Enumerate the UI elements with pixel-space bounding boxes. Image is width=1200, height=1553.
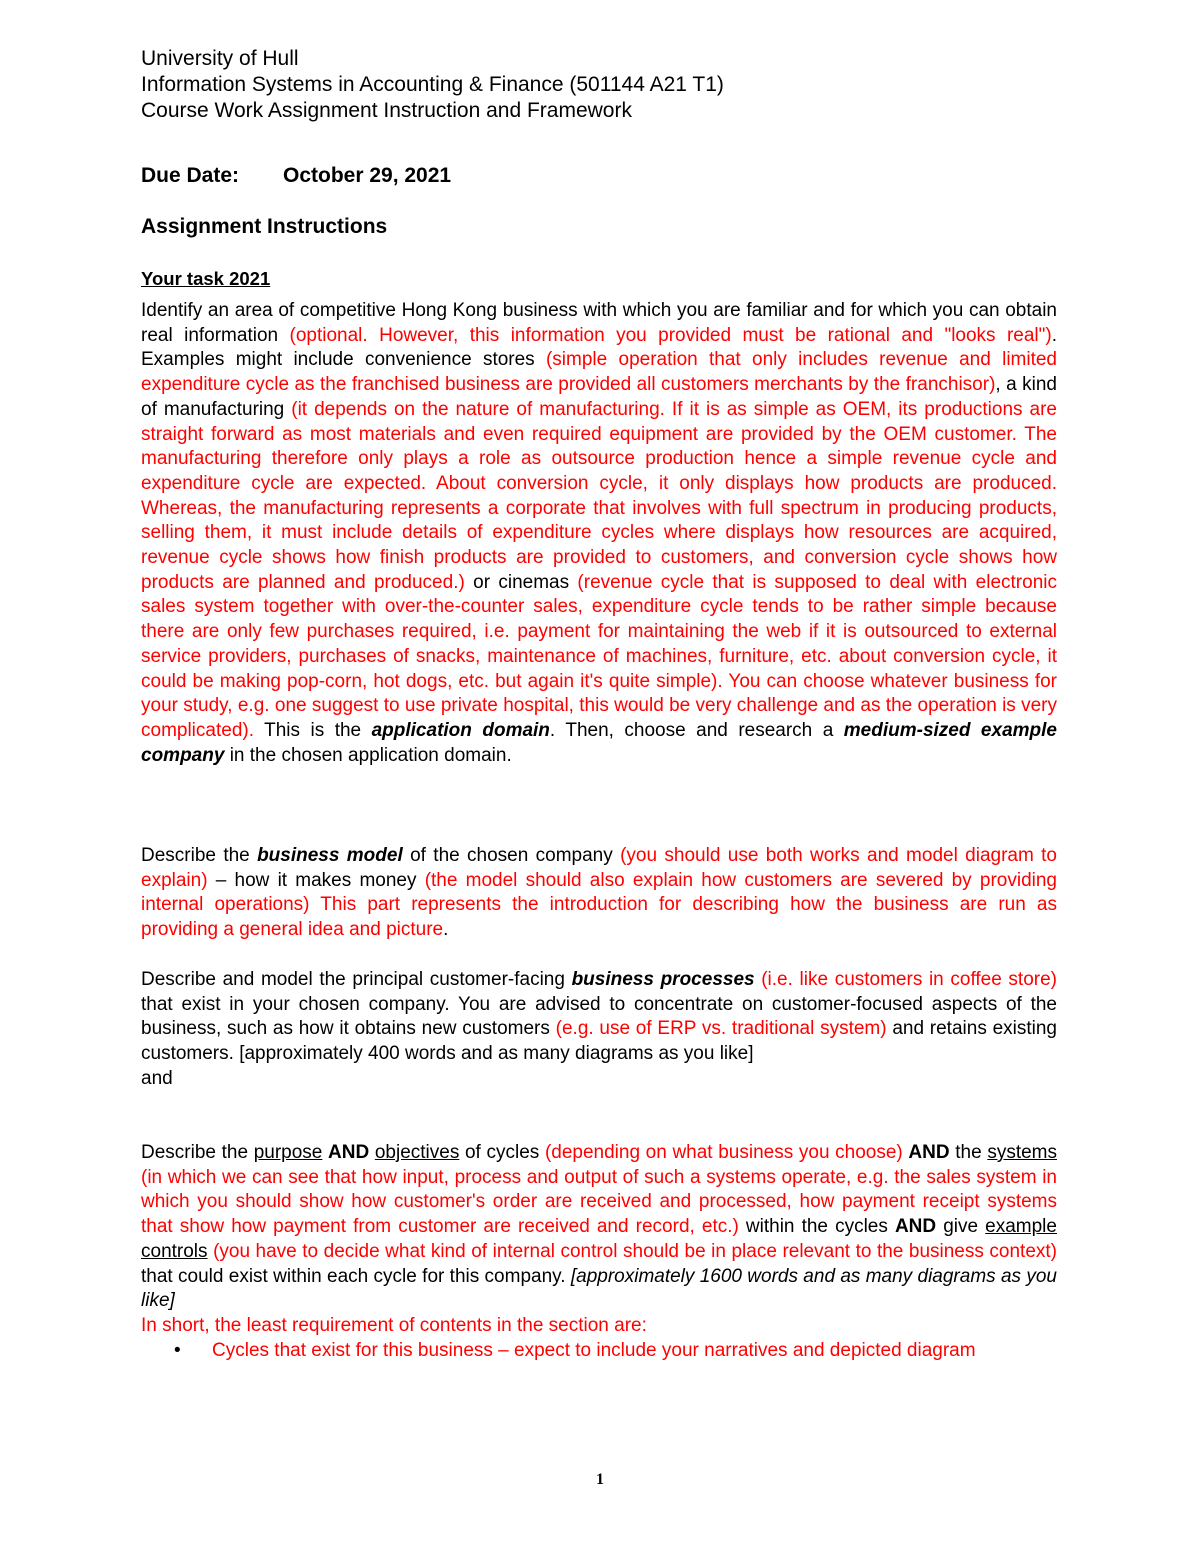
text-run: within the cycles [738, 1216, 895, 1238]
and-line: and [141, 1067, 173, 1089]
course-title: Information Systems in Accounting & Finance (501144 A21 T1) [141, 73, 724, 96]
bullet-text: Cycles that exist for this business – expect to include your narratives and depicted diagram [212, 1339, 976, 1361]
text-run: that exist in your chosen company. You are advised to concentrate on customer-focused aspects of the business, such as how it obtains new customers [141, 993, 1057, 1040]
task-paragraph [141, 299, 1057, 768]
text-run: Describe and model the principal customer-facing [141, 969, 572, 990]
text-run: Identify an area of competitive Hong Kong business with which you are familiar and for which you can obtain real information [141, 300, 1057, 346]
note-text: (in which we can see that how input, process and output of such a systems operate, e.g. the sales system in which you should show how customer's order are received and processed, how payment receipt systems that show how payment from customer are received and record, etc.) [141, 1166, 1057, 1238]
bullet-item [141, 1339, 1057, 1364]
university-name: University of Hull [141, 47, 299, 70]
underlined-text: purpose [253, 1142, 323, 1163]
text-run: This is the [254, 719, 372, 741]
business-processes-paragraph [141, 968, 1057, 1092]
due-date-label: Due Date: [141, 164, 240, 187]
text-run: . Examples might include convenience stores [141, 324, 1057, 371]
underlined-text: systems [987, 1142, 1057, 1163]
emphasis-text: business model [257, 845, 403, 866]
due-date-value: October 29, 2021 [283, 164, 452, 187]
note-text: (optional. However, this information you provided must be rational and "looks real") [289, 324, 1052, 346]
bold-text: AND [328, 1142, 370, 1163]
text-run: in the chosen application domain. [224, 744, 512, 766]
emphasis-text: medium-sized example company [141, 719, 1057, 766]
text-run: give [936, 1216, 986, 1238]
note-text: (you should use both works and model diagram to explain) [141, 845, 1057, 891]
underlined-text: objectives [374, 1142, 460, 1163]
text-run: . Then, choose and research a [549, 719, 844, 741]
note-text: (the model should also explain how customers are severed by providing internal operations) This part represents the introduction for describing how the business are run as providing a general idea and picture [141, 869, 1057, 941]
note-text: (you have to decide what kind of internal control should be in place relevant to the business context) [213, 1240, 1057, 1262]
note-text: (depending on what business you choose) [544, 1142, 903, 1163]
note-text: (it depends on the nature of manufacturing. If it is as simple as OEM, its productions are straight forward as most materials and even required equipment are provided by the OEM customer. The manufacturing therefore only plays a role as outsource production hence a simple revenue cycle and expenditure cycle are expected. About conversion cycle, it only displays how products are produced. Whereas, the manufacturing represents a corporate that involves with full spectrum in producing products, selling them, it must include details of expenditure cycles where displays how resources are acquired, revenue cycle shows how finish products are provided to customers, and conversion cycle shows how products are planned and produced.) [141, 398, 1057, 593]
page-number: 1 [596, 1471, 604, 1488]
business-model-paragraph [141, 844, 1057, 943]
emphasis-text: business processes [571, 969, 755, 990]
note-text: (revenue cycle that is supposed to deal with electronic sales system together with over-the-counter sales, expenditure cycle tends to be rather simple because there are only few purchases required, i.e. payment for maintaining the web if it is outsourced to external service providers, purchases of snacks, maintenance of machines, furniture, etc. about conversion cycle, it could be making pop-corn, hot dogs, etc. but again it's quite simple). You can choose whatever business for your study, e.g. one suggest to use private hospital, this would be very challenge and as the operation is very complicated). [141, 571, 1057, 741]
note-text: (i.e. like customers in coffee store) [761, 969, 1057, 990]
text-run: Describe the [141, 845, 258, 866]
short-requirement-line: In short, the least requirement of contents in the section are: [141, 1314, 647, 1336]
assignment-instructions-heading: Assignment Instructions [141, 215, 388, 238]
text-run: . [443, 919, 449, 941]
your-task-heading: Your task 2021 [141, 268, 271, 289]
cycles-paragraph [141, 1141, 1057, 1363]
due-date [141, 164, 452, 188]
document-title: Course Work Assignment Instruction and Framework [141, 99, 632, 122]
text-run: or cinemas [464, 571, 578, 593]
text-run: that could exist within each cycle for this company. [141, 1265, 571, 1287]
text-run: Describe the [141, 1142, 254, 1163]
note-text: (e.g. use of ERP vs. traditional system) [555, 1018, 887, 1040]
text-run: – how it makes money [207, 869, 425, 891]
bold-text: AND [908, 1142, 950, 1163]
text-run: of cycles [459, 1142, 545, 1163]
text-run: , a kind of manufacturing [141, 374, 1057, 420]
text-run: of the chosen company [402, 845, 621, 866]
text-run: and retains existing customers. [approximately 400 words and as many diagrams as you like] [141, 1018, 1057, 1065]
emphasis-text: application domain [371, 719, 550, 741]
bold-text: AND [894, 1216, 937, 1238]
underlined-text: example controls [141, 1216, 1057, 1262]
text-run: the [949, 1142, 988, 1163]
italic-text: [approximately 1600 words and as many diagrams as you like] [141, 1265, 1057, 1312]
bullet-icon: • [174, 1339, 181, 1361]
document-header [141, 46, 724, 124]
note-text: (simple operation that only includes revenue and limited expenditure cycle as the franchised business are provided all customers merchants by the franchisor) [141, 349, 1057, 396]
